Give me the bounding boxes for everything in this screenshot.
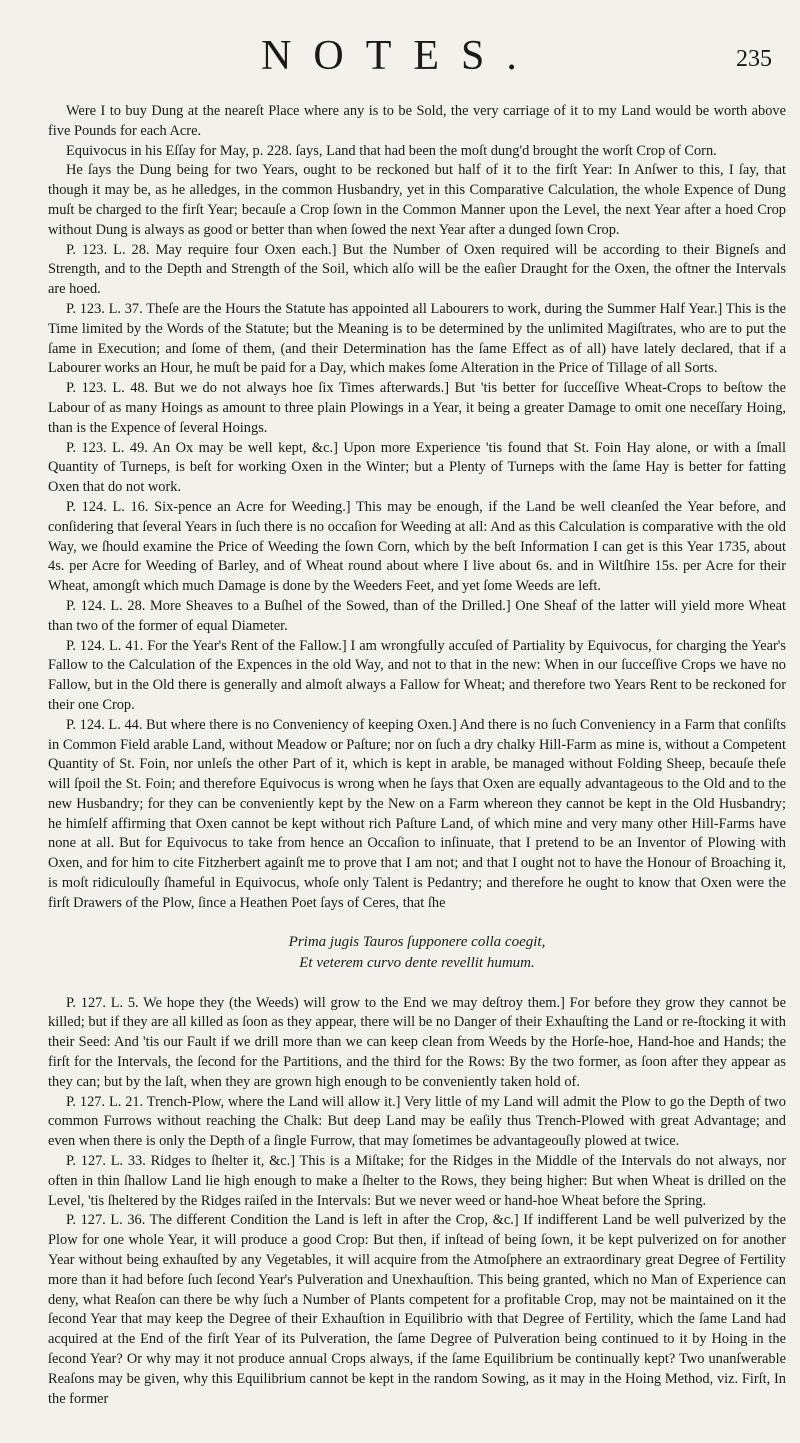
paragraph: P. 123. L. 28. May require four Oxen each.] But the Number of Oxen required will be according to their Bigneſs and Strength, and to the Depth and Strength of the Soil, which alſo will be the eaſier Draught for the Oxen, the oftner the Intervals are hoed. (48, 241, 786, 298)
paragraph: P. 124. L. 44. But where there is no Conveniency of keeping Oxen.] And there is no ſuch Conveniency in a Farm that conſiſts in Common Field arable Land, without Meadow or Paſture; nor on ſuch a dry chalky Hill-Farm as mine is, without a Competent Quantity of St. Foin, nor unleſs the other Part of it, which is kept in arable, be managed without Folding Sheep, becauſe theſe will ſpoil the St. Foin; and therefore Equivocus is wrong when he ſays that Oxen are equally advantageous to the Old and to the new Husbandry; for they can be conveniently kept by the New on a Farm whereon they cannot be kept in the Old Husbandry; he himſelf affirming that Oxen cannot be kept without rich Paſture Land, of which mine and very many other Hill-Farms have none at all. But for Equivocus to take from hence an Occaſion to inſinuate, that I pretend to be an Inventor of Plowing with Oxen, and for him to cite Fitzherbert againſt me to prove that I am not; and that I ought not to have the Honour of Broaching it, is moſt ridiculouſly ſhameful in Equivocus, whoſe only Talent is Pedantry; and therefore he ought to know that Oxen were the firſt Drawers of the Plow, ſince a Heathen Poet ſays of Ceres, that ſhe (48, 716, 786, 911)
paragraph: P. 127. L. 36. The different Condition the Land is left in after the Crop, &c.] If indifferent Land be well pulverized by the Plow for one whole Year, it will produce a good Crop: But then, if inſtead of being ſown, it be kept pulverized on for another Year without being exhauſted by any Vegetables, it will acquire from the Atmoſphere an extraordinary great Degree of Fertility more than it had before ſuch ſecond Year's Pulveration and Unexhauſtion. This being granted, which no Man of Experience can deny, what Reaſon can there be why ſuch a Number of Plants competent for a profitable Crop, may not be maintained on it the ſecond Year that may keep the Degree of their Exhauſtion in Equilibrio with that Degree of Fertility, which the ſame Land had acquired at the End of the firſt Year of its Pulveration, the ſame Degree of Pulveration being continued to it by Hoing in the ſecond Year? Or why may it not produce annual Crops always, if the ſame Equilibrium be continually kept? Two unanſwerable Reaſons may be given, why this Equilibrium cannot be kept in the random Sowing, as it may in the Hoing Method, viz. Firſt, In the former (48, 1212, 786, 1407)
paragraph: P. 127. L. 33. Ridges to ſhelter it, &c.] This is a Miſtake; for the Ridges in the Middle of the Intervals do not always, nor often in thin ſhallow Land lie high enough to make a ſhelter to the Rows, they being higher: But when Wheat is drilled on the Level, 'tis ſheltered by the Ridges raiſed in the Intervals: But we never weed or hand-hoe Wheat before the Spring. (48, 1153, 786, 1209)
paragraph: P. 124. L. 28. More Sheaves to a Buſhel of the Sowed, than of the Drilled.] One Sheaf of the latter will yield more Wheat than two of the former of equal Diameter. (48, 597, 786, 634)
paragraph: P. 127. L. 5. We hope they (the Weeds) will grow to the End we may deſtroy them.] For before they grow they cannot be killed; but if they are all killed as ſoon as they appear, there will be no Danger of their Exhauſting the Land or re-ſtocking it with their Seed: And 'tis our Fault if we drill more than we can keep clean from Weeds by the Horſe-hoe, Hand-hoe and Hands; the firſt for the Intervals, the ſecond for the Partitions, and the third for the Rows: By the two former, as ſoon after they appear as they can; but by the laſt, when they are grown high enough to be conveniently taken hold of. (48, 994, 786, 1090)
notes-body (48, 102, 786, 1409)
paragraph: P. 123. L. 48. But we do not always hoe ſix Times afterwards.] But 'tis better for ſucceſſive Wheat-Crops to beſtow the Labour of as many Hoings as amount to three plain Plowings in a Year, it being a greater Damage to omit one neceſſary Hoing, than is the Expence of ſeveral Hoings. (48, 380, 786, 436)
paragraph: P. 124. L. 16. Six-pence an Acre for Weeding.] This may be enough, if the Land be well cleanſed the Year before, and conſidering that ſeveral Years in ſuch there is no occaſion for Weeding at all: And as this Calculation is comparative with the old Way, we ſhould examine the Price of Weeding the ſown Corn, which by the beſt Information I can get is this Year 1735, about 4s. per Acre for Weeding of Barley, and of Wheat round about where I live about 6s. and in Wiltſhire 15s. per Acre for their Wheat, amongſt which much Damage is done by the Weeders Feet, and yet ſome Weeds are left. (48, 498, 786, 595)
paragraph: Equivocus in his Eſſay for May, p. 228. ſays, Land that had been the moſt dung'd brought the worſt Crop of Corn. (66, 142, 717, 159)
paragraph: P. 124. L. 41. For the Year's Rent of the Fallow.] I am wrongfully accuſed of Partiality by Equivocus, for charging the Year's Fallow to the Calculation of the Expences in the old Way, and not to that in the new: When in our ſucceſſive Crops we have no Fallow, but in the Old there is generally and almoſt always a Fallow for Wheat; and therefore two Years Rent to be reckoned for their one Crop. (48, 637, 786, 713)
latin-quotation (48, 932, 786, 974)
paragraph: P. 123. L. 37. Theſe are the Hours the Statute has appointed all Labourers to work, during the Summer Half Year.] This is the Time limited by the Words of the Statute; but the Meaning is to be determined by the unlimited Magiſtrates, who are to put the ſame in Execution; and ſome of them, (and their Determination has the ſame Effect as of all) have lately declared, that if a Labourer works an Hour, he muſt be paid for a Day, which makes ſome Alteration in the Price of Tillage of all Sorts. (48, 300, 786, 377)
page-number: 235 (736, 46, 772, 72)
paragraph: P. 123. L. 49. An Ox may be well kept, &c.] Upon more Experience 'tis found that St. Foin Hay alone, or with a ſmall Quantity of Turneps, is beſt for working Oxen in the Winter; but a Plenty of Turneps with the ſame Hay is better for fatting Oxen that do not work. (48, 439, 786, 496)
quote-line: Prima jugis Tauros ſupponere colla coegit, (288, 933, 546, 950)
page-header (0, 28, 800, 88)
paragraph: Were I to buy Dung at the neareſt Place where any is to be Sold, the very carriage of it to my Land would be worth above five Pounds for each Acre. (48, 103, 786, 139)
quote-line: Et veterem curvo dente revellit humum. (299, 954, 535, 971)
running-title: NOTES. (261, 33, 539, 79)
paragraph: P. 127. L. 21. Trench-Plow, where the Land will allow it.] Very little of my Land will admit the Plow to go the Depth of two common Furrows without reaching the Chalk: But deep Land may be eaſily thus Trench-Plowed with great Advantage; and even when there is only the Depth of a ſingle Furrow, that may ſometimes be advantageouſly plowed at twice. (48, 1093, 786, 1150)
paragraph: He ſays the Dung being for two Years, ought to be reckoned but half of it to the firſt Year: In Anſwer to this, I ſay, that though it may be, as he alledges, in the common Husbandry, yet in this Comparative Calculation, the whole Expence of Dung muſt be charged to the firſt Year; becauſe a Crop ſown in the Common Manner upon the Level, the next Year after a hoed Crop without Dung is always as good or better than when ſowed the next Year after a dunged ſown Crop. (48, 162, 786, 238)
